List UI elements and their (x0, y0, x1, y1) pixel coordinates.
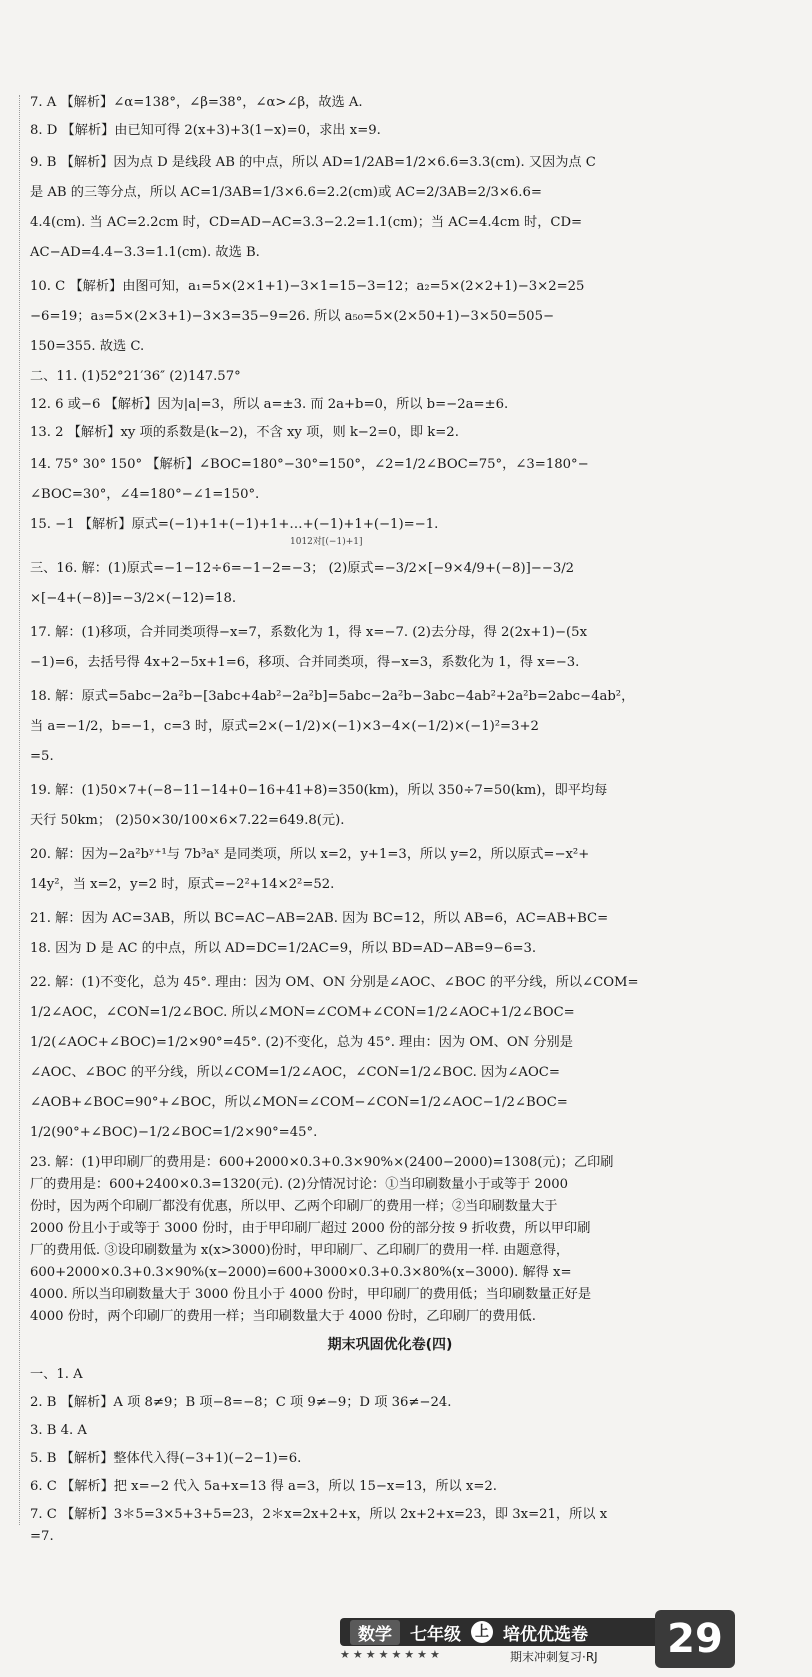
answer-q23-line6: 600+2000×0.3+0.3×90%(x−2000)=600+3000×0.3+0.3×80%(x−3000). 解得 x= (30, 1265, 572, 1280)
page-footer (340, 1610, 770, 1670)
answer-p7 (30, 1504, 750, 1548)
answer-p6: 6. C 【解析】把 x=−2 代入 5a+x=13 得 a=3，所以 15−x=13，所以 x=2. (30, 1479, 497, 1494)
answer-q8: 8. D 【解析】由已知可得 2(x+3)+3(1−x)=0，求出 x=9. (30, 123, 381, 138)
answer-q14-line2: ∠BOC=30°，∠4=180°−∠1=150°. (30, 487, 260, 502)
answer-q23-line1: 23. 解：(1)甲印刷厂的费用是：600+2000×0.3+0.3×90%×(2400−2000)=1308(元)；乙印刷 (30, 1155, 614, 1170)
answer-q14 (30, 450, 750, 510)
answer-q10 (30, 272, 750, 362)
answer-q18-line1: 18. 解：原式=5abc−2a²b−[3abc+4ab²−2a²b]=5abc−2a²b−3abc−4ab²+2a²b=2abc−4ab²， (30, 689, 635, 704)
answer-q22-line1: 22. 解：(1)不变化，总为 45°. 理由：因为 OM、ON 分别是∠AOC、∠BOC 的平分线，所以∠COM= (30, 975, 639, 990)
answer-q23-line8: 4000 份时，两个印刷厂的费用一样；当印刷数量大于 4000 份时，乙印刷厂的费用低. (30, 1309, 536, 1324)
footer-stars: ★★★★★★★★ (340, 1648, 443, 1661)
footer-subject: 数学 (350, 1620, 400, 1645)
answer-q17-line2: −1)=6，去括号得 4x+2−5x+1=6，移项、合并同类项，得−x=3，系数化为 1，得 x=−3. (30, 655, 580, 670)
answer-q19-line1: 19. 解：(1)50×7+(−8−11−14+0−16+41+8)=350(km)，所以 350÷7=50(km)，即平均每 (30, 783, 608, 798)
footer-grade: 七年级 (410, 1624, 461, 1645)
page-number: 29 (655, 1610, 735, 1668)
answer-q16-line1: 三、16. 解：(1)原式=−1−12÷6=−1−2=−3； (2)原式=−3/2×[−9×4/9+(−8)]−−3/2 (30, 561, 575, 576)
answer-q16-line2: ×[−4+(−8)]=−3/2×(−12)=18. (30, 591, 237, 606)
answer-q18 (30, 682, 750, 772)
answer-p1: 一、1. A (30, 1367, 83, 1382)
answer-q10-line2: −6=19；a₃=5×(2×3+1)−3×3=35−9=26. 所以 a₅₀=5×(2×50+1)−3×50=505− (30, 309, 555, 324)
answer-q13: 13. 2 【解析】xy 项的系数是(k−2)，不含 xy 项，则 k−2=0，即 k=2. (30, 425, 459, 440)
answer-q9-line1: 9. B 【解析】因为点 D 是线段 AB 的中点，所以 AD=1/2AB=1/2×6.6=3.3(cm). 又因为点 C (30, 155, 596, 170)
answer-q23-line4: 2000 份且小于或等于 3000 份时，由于甲印刷厂超过 2000 份的部分按 9 折收费，所以甲印刷 (30, 1221, 591, 1236)
answer-q23-line3: 份时，因为两个印刷厂都没有优惠，所以甲、乙两个印刷厂的费用一样；②当印刷数量大于 (30, 1199, 558, 1214)
answer-q9-line4: AC−AD=4.4−3.3=1.1(cm). 故选 B. (30, 245, 260, 260)
answer-q19 (30, 776, 750, 836)
answer-q9-line3: 4.4(cm). 当 AC=2.2cm 时，CD=AD−AC=3.3−2.2=1.1(cm)；当 AC=4.4cm 时，CD= (30, 215, 583, 230)
answer-q22-line4: ∠AOC、∠BOC 的平分线，所以∠COM=1/2∠AOC，∠CON=1/2∠BOC. 因为∠AOC= (30, 1065, 560, 1080)
answer-q23-line7: 4000. 所以当印刷数量大于 3000 份且小于 4000 份时，甲印刷厂的费用低；当印刷数量正好是 (30, 1287, 592, 1302)
answer-q20-line1: 20. 解：因为−2a²bʸ⁺¹与 7b³aˣ 是同类项，所以 x=2，y+1=3，所以 y=2，所以原式=−x²+ (30, 847, 590, 862)
answer-q22 (30, 968, 750, 1148)
answer-q23-line5: 厂的费用低. ③设印刷数量为 x(x>3000)份时，甲印刷厂、乙印刷厂的费用一样. 由题意得， (30, 1243, 570, 1258)
answer-q15-brace-note: 1012对[(−1)+1] (290, 537, 363, 547)
answer-q11: 二、11. (1)52°21′36″ (2)147.57° (30, 369, 241, 384)
answer-p2: 2. B 【解析】A 项 8≠9；B 项−8=−8；C 项 9≠−9；D 项 36≠−24. (30, 1395, 452, 1410)
answer-q16 (30, 554, 750, 614)
footer-term-badge: 上 (471, 1621, 493, 1643)
answer-content (30, 92, 750, 1554)
answer-q23-line2: 厂的费用是：600+2400×0.3=1320(元). (2)分情况讨论：①当印刷数量小于或等于 2000 (30, 1177, 569, 1192)
answer-q19-line2: 天行 50km； (2)50×30/100×6×7.22=649.8(元). (30, 813, 345, 828)
answer-q7: 7. A 【解析】∠α=138°，∠β=38°，∠α>∠β，故选 A. (30, 95, 363, 110)
answer-q10-line1: 10. C 【解析】由图可知，a₁=5×(2×1+1)−3×1=15−3=12；a₂=5×(2×2+1)−3×2=25 (30, 279, 585, 294)
answer-q20-line2: 14y²，当 x=2，y=2 时，原式=−2²+14×2²=52. (30, 877, 335, 892)
answer-p3: 3. B 4. A (30, 1423, 87, 1438)
answer-q18-line2: 当 a=−1/2，b=−1，c=3 时，原式=2×(−1/2)×(−1)×3−4×(−1/2)×(−1)²=3+2 (30, 719, 539, 734)
answer-q21-line2: 18. 因为 D 是 AC 的中点，所以 AD=DC=1/2AC=9，所以 BD=AD−AB=9−6=3. (30, 941, 537, 956)
answer-q9-line2: 是 AB 的三等分点，所以 AC=1/3AB=1/3×6.6=2.2(cm)或 AC=2/3AB=2/3×6.6= (30, 185, 542, 200)
answer-q17 (30, 618, 750, 678)
footer-band (340, 1618, 660, 1646)
answer-q21-line1: 21. 解：因为 AC=3AB，所以 BC=AC−AB=2AB. 因为 BC=12，所以 AB=6，AC=AB+BC= (30, 911, 609, 926)
answer-q20 (30, 840, 750, 900)
answer-q22-line3: 1/2(∠AOC+∠BOC)=1/2×90°=45°. (2)不变化，总为 45°. 理由：因为 OM、ON 分别是 (30, 1035, 573, 1050)
answer-q9 (30, 148, 750, 268)
answer-p5: 5. B 【解析】整体代入得(−3+1)(−2−1)=6. (30, 1451, 302, 1466)
answer-q17-line1: 17. 解：(1)移项，合并同类项得−x=7，系数化为 1，得 x=−7. (2)去分母，得 2(2x+1)−(5x (30, 625, 588, 640)
answer-q22-line6: 1/2(90°+∠BOC)−1/2∠BOC=1/2×90°=45°. (30, 1125, 318, 1140)
binding-dotted-line (19, 95, 20, 1525)
answer-q12: 12. 6 或−6 【解析】因为|a|=3，所以 a=±3. 而 2a+b=0，所以 b=−2a=±6. (30, 397, 509, 412)
answer-q21 (30, 904, 750, 964)
footer-series: 培优优选卷 (503, 1624, 588, 1645)
footer-subtitle: 期末冲刺复习·RJ (510, 1650, 598, 1664)
answer-q15 (30, 514, 750, 548)
answer-q23 (30, 1152, 750, 1328)
answer-q14-line1: 14. 75° 30° 150° 【解析】∠BOC=180°−30°=150°，∠2=1/2∠BOC=75°，∠3=180°− (30, 457, 589, 472)
answer-p7-line2: =7. (30, 1529, 54, 1544)
answer-q22-line5: ∠AOB+∠BOC=90°+∠BOC，所以∠MON=∠COM−∠CON=1/2∠AOC−1/2∠BOC= (30, 1095, 568, 1110)
answer-q18-line3: =5. (30, 749, 54, 764)
answer-q10-line3: 150=355. 故选 C. (30, 339, 145, 354)
section-title: 期末巩固优化卷(四) (327, 1337, 453, 1353)
answer-p7-line1: 7. C 【解析】3＊5=3×5+3+5=23，2＊x=2x+2+x，所以 2x+2+x=23，即 3x=21，所以 x (30, 1507, 608, 1522)
answer-q15-line: 15. −1 【解析】原式=(−1)+1+(−1)+1+…+(−1)+1+(−1)=−1. (30, 517, 439, 532)
answer-q22-line2: 1/2∠AOC，∠CON=1/2∠BOC. 所以∠MON=∠COM+∠CON=1/2∠AOC+1/2∠BOC= (30, 1005, 575, 1020)
